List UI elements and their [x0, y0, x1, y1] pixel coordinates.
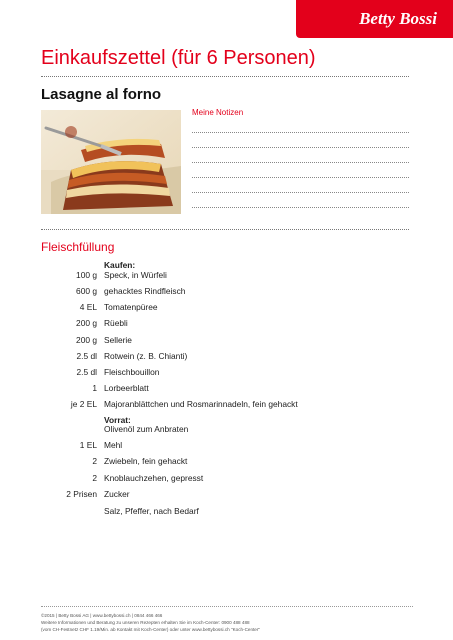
item-label: Olivenöl zum Anbraten: [104, 424, 189, 434]
item-label: Vorrat:: [104, 415, 131, 425]
quantity: 4 EL: [79, 302, 97, 312]
item-label: Rotwein (z. B. Chianti): [104, 351, 188, 361]
footer-divider: [41, 606, 413, 607]
quantity: 2: [92, 456, 97, 466]
item-label: Fleischbouillon: [104, 367, 160, 377]
quantity: 1: [92, 383, 97, 393]
quantity: 2 Prisen: [66, 489, 97, 499]
list-item: [0, 381, 453, 395]
item-label: Speck, in Würfeli: [104, 270, 167, 280]
item-label: gehacktes Rindfleisch: [104, 286, 186, 296]
item-label: Lorbeerblatt: [104, 383, 149, 393]
item-label: Salz, Pfeffer, nach Bedarf: [104, 506, 199, 516]
list-item: [0, 504, 453, 518]
item-label: Knoblauchzehen, gepresst: [104, 473, 204, 483]
item-label: Majoranblättchen und Rosmarinnadeln, fein gehackt: [104, 399, 298, 409]
footer: [41, 612, 260, 633]
page-title: Einkaufszettel (für 6 Personen): [41, 47, 316, 69]
quantity: 2.5 dl: [76, 367, 97, 377]
item-label: Sellerie: [104, 335, 132, 345]
item-label: Zwiebeln, fein gehackt: [104, 456, 188, 466]
list-item: [0, 268, 453, 282]
list-item: [0, 333, 453, 347]
quantity: 200 g: [76, 335, 97, 345]
section-divider: [41, 229, 409, 230]
item-label: Kaufen:: [104, 260, 136, 270]
list-item: [0, 349, 453, 363]
quantity: 1 EL: [79, 440, 97, 450]
quantity: 200 g: [76, 318, 97, 328]
item-label: Rüebli: [104, 318, 128, 328]
quantity: je 2 EL: [70, 399, 97, 409]
item-label: Mehl: [104, 440, 123, 450]
item-label: Tomatenpüree: [104, 302, 158, 312]
note-line: [192, 192, 409, 193]
note-line: [192, 147, 409, 148]
quantity: 2.5 dl: [76, 351, 97, 361]
note-line: [192, 132, 409, 133]
footer-line: Weitere Informationen und Beratung zu unseren Rezepten erhalten Sie im Koch-Center: 0900 488 488: [41, 620, 250, 625]
note-line: [192, 177, 409, 178]
list-item: [0, 316, 453, 330]
item-label: Zucker: [104, 489, 130, 499]
quantity: 2: [92, 473, 97, 483]
note-line: [192, 162, 409, 163]
list-item: [0, 397, 453, 411]
list-item: [0, 438, 453, 452]
section-title: Fleischfüllung: [41, 240, 115, 254]
list-item: [0, 365, 453, 379]
note-line: [192, 207, 409, 208]
list-item: [0, 300, 453, 314]
list-item: [0, 471, 453, 485]
list-item: [0, 454, 453, 468]
quantity: 100 g: [76, 270, 97, 280]
list-item: [0, 422, 453, 436]
title-divider: [41, 76, 409, 77]
recipe-photo: [41, 110, 181, 214]
recipe-title: Lasagne al forno: [41, 86, 162, 103]
notes-label: Meine Notizen: [192, 108, 244, 117]
footer-line: (vom CH-Festnetz CHF 1.19/Min. ab Kontakt mit Koch-Center) oder unter www.bettybossi.ch "Koch-Center": [41, 627, 260, 632]
footer-line: ©2015 | Betty Bossi AG | www.bettybossi.ch | 0844 466 466: [41, 613, 163, 618]
brand-logo: [296, 0, 453, 38]
list-item: [0, 284, 453, 298]
brand-name: Betty Bossi: [359, 9, 437, 28]
quantity: 600 g: [76, 286, 97, 296]
list-item: [0, 487, 453, 501]
